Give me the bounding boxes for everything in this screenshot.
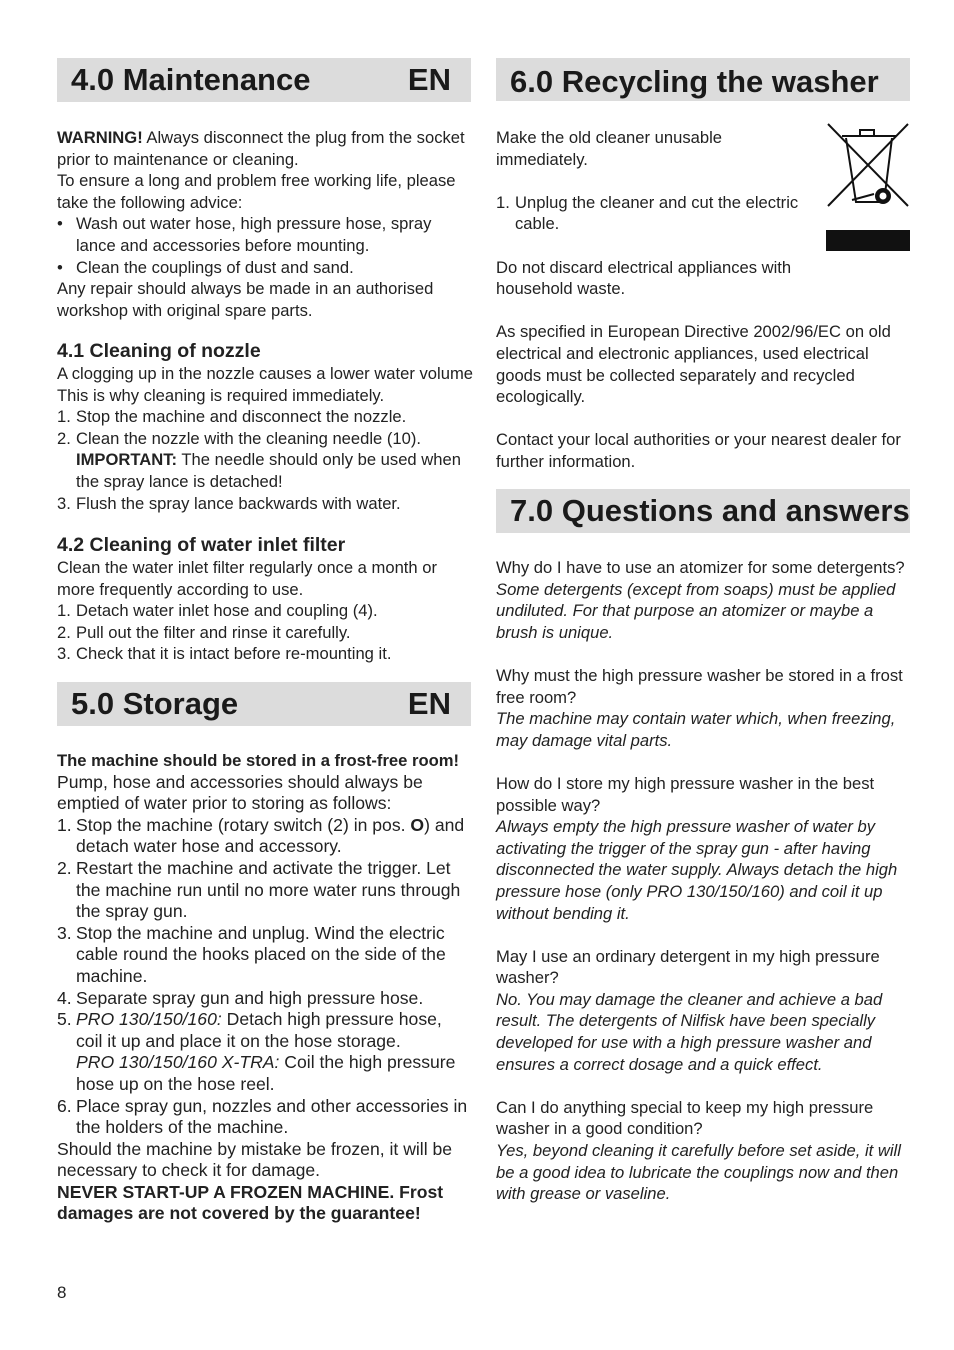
step-text: Pull out the filter and rinse it carefully.	[76, 622, 351, 642]
list-item: 4. Separate spray gun and high pressure hose.	[57, 987, 424, 1008]
list-item: 6. Place spray gun, nozzles and other accessories in the holders of the machine.	[57, 1095, 468, 1138]
list-item: 1. Stop the machine and disconnect the nozzle.	[57, 407, 407, 427]
recycling-p3: As specified in European Directive 2002/96/EC on old electrical and electronic appliances, used electrical goods must be collected separately and recycled ecologically.	[496, 322, 891, 407]
qa-question: Why do I have to use an atomizer for some detergents?	[496, 558, 905, 577]
storage-heading: 5.0 Storage	[71, 686, 239, 721]
nozzle-section	[57, 339, 475, 514]
maintenance-intro: To ensure a long and problem free working life, please take the following advice:	[57, 171, 456, 212]
step-text: Detach high pressure hose, coil it up and place it on the hose storage.	[76, 1009, 442, 1051]
maintenance-heading: 4.0 Maintenance	[71, 62, 311, 97]
nozzle-title: 4.1 Cleaning of nozzle	[57, 340, 261, 362]
list-item: 2. Pull out the filter and rinse it carefully.	[57, 622, 351, 642]
qa-question: May I use an ordinary detergent in my high pressure washer?	[496, 946, 880, 988]
storage-frozen: Should the machine by mistake be frozen, it will be necessary to check it for damage.	[57, 1138, 453, 1181]
step-text: Restart the machine and activate the trigger. Let the machine run until no more water runs through the spray gun.	[76, 857, 461, 922]
list-item: 2. Restart the machine and activate the trigger. Let the machine run until no more water runs through the spray gun.	[57, 857, 461, 922]
qa-answer: The machine may contain water which, when freezing, may damage vital parts.	[496, 709, 896, 750]
language-tag: EN	[407, 686, 451, 721]
model-name: PRO 130/150/160:	[76, 1009, 222, 1030]
maintenance-repair: Any repair should always be made in an authorised workshop with original spare parts.	[57, 279, 434, 320]
qa-question: How do I store my high pressure washer in the best possible way?	[496, 773, 875, 815]
filter-section	[57, 533, 475, 665]
step-text: Stop the machine and unplug. Wind the electric cable round the hooks placed on the side of the machine.	[76, 922, 446, 986]
list-item: 1. Stop the machine (rotary switch (2) in pos. O) and detach water hose and accessory.	[57, 814, 465, 857]
list-item: 3. Check that it is intact before re-mounting it.	[57, 644, 392, 664]
qa-answer: Always empty the high pressure washer of water by activating the trigger of the spray gun - after having disconnected the water supply. Always detach the high pressure hose (only PRO 130/150/160) and coil it up without bending it.	[496, 817, 898, 923]
recycling-p1: Make the old cleaner unusable immediately.	[496, 128, 723, 169]
list-item: 3. Stop the machine and unplug. Wind the electric cable round the hooks placed on the side of the machine.	[57, 922, 446, 986]
bullet-text: Clean the couplings of dust and sand.	[76, 257, 354, 277]
step-text: Separate spray gun and high pressure hose.	[76, 987, 424, 1008]
qa-answer: Yes, beyond cleaning it carefully before set aside, it will be a good idea to lubricate the couplings now and then with grease or vaseline.	[496, 1141, 901, 1204]
step-text: Clean the nozzle with the cleaning needle (10).	[76, 428, 422, 448]
nozzle-text: A clogging up in the nozzle causes a lower water volume This is why cleaning is required immediately.	[57, 364, 474, 405]
qa-answer: No. You may damage the cleaner and achieve a bad result. The detergents of Nilfisk have been specially developed for use with a high pressure washer and ensures a correct dosage and a quick effect.	[496, 989, 883, 1074]
storage-body	[57, 750, 473, 1225]
qa-question: Why must the high pressure washer be stored in a frost free room?	[496, 665, 903, 707]
step-text: Stop the machine and disconnect the nozzle.	[76, 407, 407, 427]
qa-answer: Some detergents (except from soaps) must be applied undiluted. For that purpose an atomizer or maybe a brush is unique.	[496, 579, 896, 642]
qa-heading: 7.0 Questions and answers	[510, 493, 910, 528]
list-item: 2. Clean the nozzle with the cleaning needle (10). IMPORTANT: The needle should only be used when the spray lance is detached!	[57, 428, 461, 491]
step-text: Detach water inlet hose and coupling (4).	[76, 601, 378, 621]
step-text: ) and detach water hose and accessory.	[76, 814, 465, 857]
maintenance-warning	[57, 127, 472, 170]
maintenance-body	[57, 127, 472, 321]
maintenance-heading-bar	[57, 58, 471, 102]
step-text: Unplug the cleaner and cut the electric cable.	[515, 192, 799, 234]
list-item: 3. Flush the spray lance backwards with water.	[57, 493, 401, 513]
step-text: Flush the spray lance backwards with water.	[76, 493, 401, 513]
storage-intro: Pump, hose and accessories should always be emptied of water prior to storing as follows:	[57, 771, 423, 814]
list-item: • Wash out water hose, high pressure hose, spray lance and accessories before mounting.	[57, 214, 432, 255]
step-text: Stop the machine (rotary switch (2) in pos.	[76, 814, 411, 835]
step-text: Check that it is intact before re-mounting it.	[76, 644, 392, 664]
storage-heading-bar	[57, 682, 471, 726]
filter-text: Clean the water inlet filter regularly once a month or more frequently according to use.	[57, 558, 438, 599]
warning-text: Always disconnect the plug from the socket prior to maintenance or cleaning.	[57, 128, 465, 169]
list-item: 1. Detach water inlet hose and coupling (4).	[57, 601, 378, 621]
list-item: • Clean the couplings of dust and sand.	[57, 257, 354, 277]
step-text: Place spray gun, nozzles and other accessories in the holders of the machine.	[76, 1095, 468, 1138]
page-number: 8	[57, 1283, 67, 1302]
qa-question: Can I do anything special to keep my high pressure washer in a good condition?	[496, 1097, 874, 1139]
important-text: The needle should only be used when the spray lance is detached!	[76, 450, 461, 491]
filter-title: 4.2 Cleaning of water inlet filter	[57, 534, 346, 556]
recycling-heading-bar	[496, 58, 910, 101]
storage-bold-intro: The machine should be stored in a frost-free room!	[57, 751, 459, 770]
bullet-text: Wash out water hose, high pressure hose, spray lance and accessories before mounting.	[76, 214, 432, 255]
list-item: 5. PRO 130/150/160: Detach high pressure hose, coil it up and place it on the hose storage. PRO 130/150/160 X-TRA: Coil the high pressure hose up on the hose reel.	[57, 1009, 456, 1094]
qa-body	[496, 557, 911, 1205]
important-label: IMPORTANT:	[76, 450, 178, 470]
step-text: Coil the high pressure hose up on the hose reel.	[76, 1052, 456, 1094]
list-item: 1. Unplug the cleaner and cut the electric cable.	[496, 192, 799, 234]
recycling-p2: Do not discard electrical appliances with household waste.	[496, 257, 792, 299]
recycling-body	[496, 127, 910, 473]
recycling-heading: 6.0 Recycling the washer	[510, 64, 879, 99]
qa-heading-bar	[496, 489, 910, 533]
warning-label: WARNING!	[57, 128, 143, 147]
switch-position: O	[410, 814, 425, 835]
language-tag: EN	[407, 62, 451, 97]
recycling-p4: Contact your local authorities or your nearest dealer for further information.	[496, 430, 901, 471]
model-name: PRO 130/150/160 X-TRA:	[76, 1052, 280, 1073]
storage-warning: NEVER START-UP A FROZEN MACHINE. Frost damages are not covered by the guarantee!	[57, 1181, 444, 1224]
